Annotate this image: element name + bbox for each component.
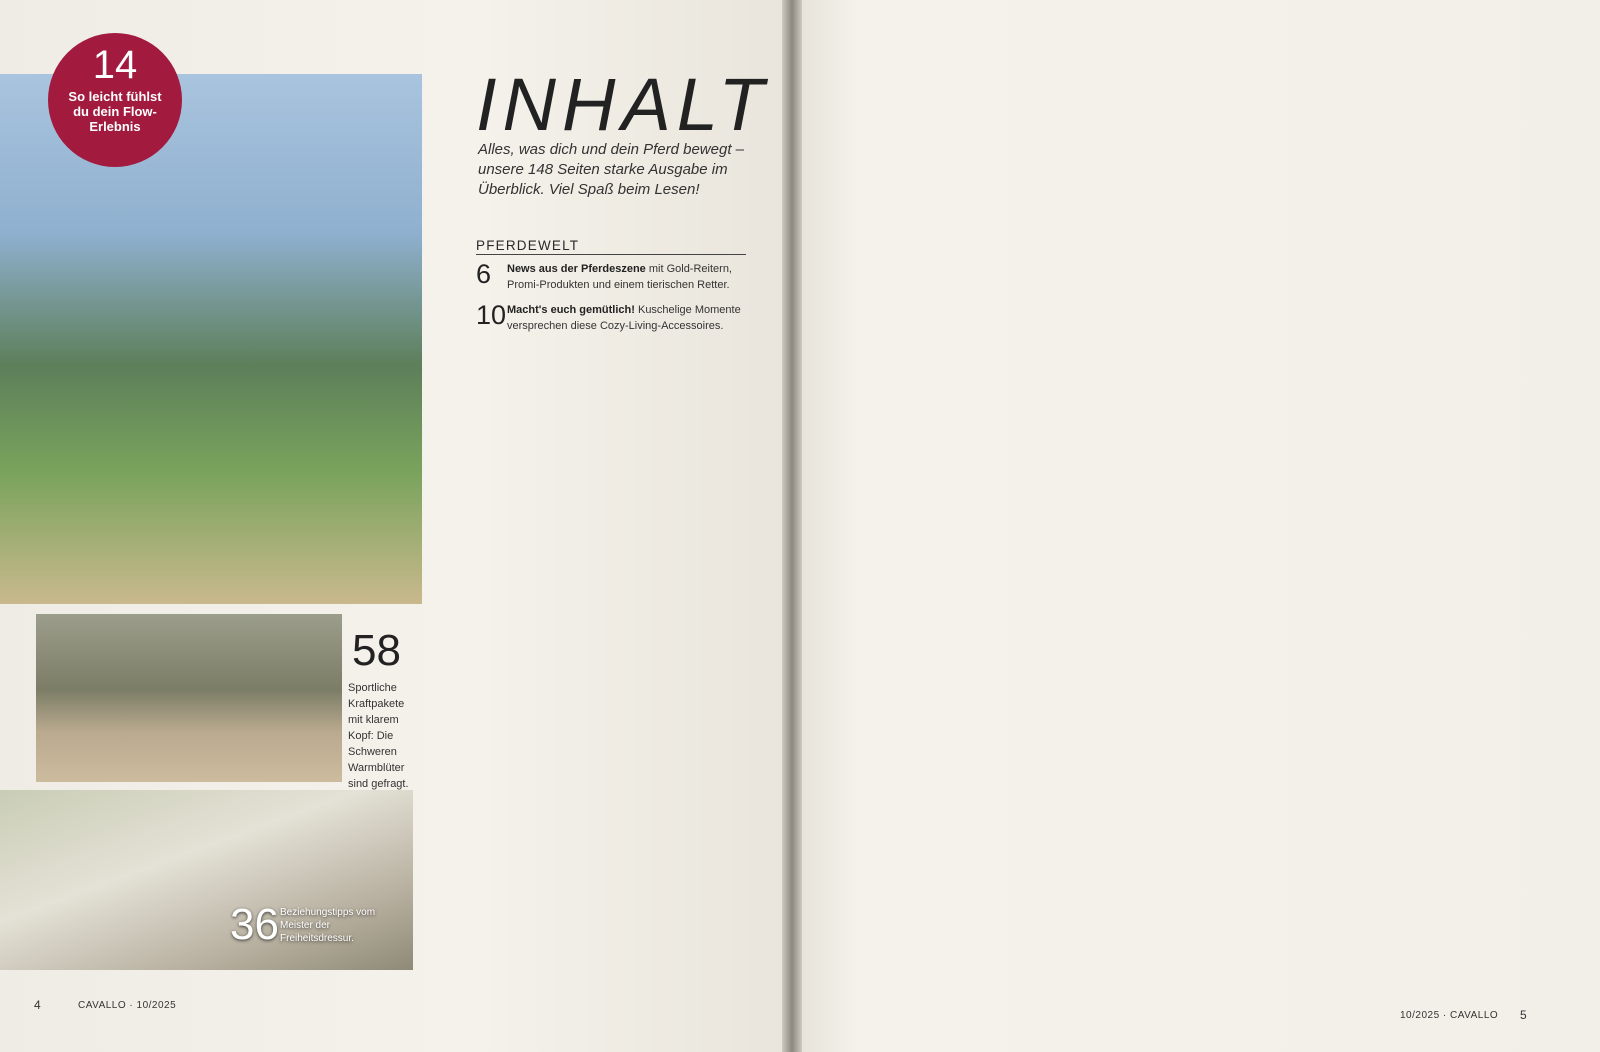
badge-14 [48, 33, 182, 167]
toc-subtitle: Alles, was dich und dein Pferd bewegt – unsere 148 Seiten starke Ausgabe im Überblick. Viel Spaß beim Lesen! [478, 141, 744, 198]
photo36-number: 36 [230, 900, 279, 949]
right-page [795, 0, 1600, 1052]
toc-entry[interactable] [476, 302, 756, 334]
spine [782, 0, 802, 1052]
footer-right-magazine: 10/2025 · CAVALLO [1400, 1010, 1499, 1021]
badge-number: 14 [92, 43, 138, 87]
badge-text: So leicht fühlst du dein Flow-Erlebnis [68, 89, 162, 134]
toc-left-column [476, 238, 756, 343]
entry-text: mit Gold-Reitern, Promi-Produkten und einem tierischen Retter. [507, 263, 732, 291]
page-number: 6 [476, 259, 492, 289]
photo58-number: 58 [352, 626, 401, 675]
photo36-caption: Beziehungstipps vom Meister der Freiheitsdressur. [280, 907, 376, 944]
footer-left-magazine: CAVALLO · 10/2025 [78, 1000, 177, 1011]
footer-left-page-number: 4 [34, 998, 42, 1012]
toc-section-pferdewelt [476, 238, 756, 334]
entry-text: Kuschelige Momente versprechen diese Cozy-Living-Accessoires. [507, 304, 741, 332]
section-heading: PFERDEWELT [476, 238, 746, 255]
photo58-caption: Sportliche Kraftpakete mit klarem Kopf: Die Schweren Warmblüter sind gefragt. [348, 682, 409, 790]
photo-rider-white-horse [0, 74, 422, 604]
toc-entry[interactable] [476, 261, 756, 293]
toc-title: INHALT [476, 63, 770, 146]
page-number: 10 [476, 300, 507, 330]
entry-title: Macht's euch gemütlich! [507, 304, 635, 316]
footer-right-page-number: 5 [1520, 1008, 1528, 1022]
left-page [0, 0, 790, 1052]
entry-title: News aus der Pferdeszene [507, 263, 646, 275]
photo-show-jumping [36, 614, 342, 782]
